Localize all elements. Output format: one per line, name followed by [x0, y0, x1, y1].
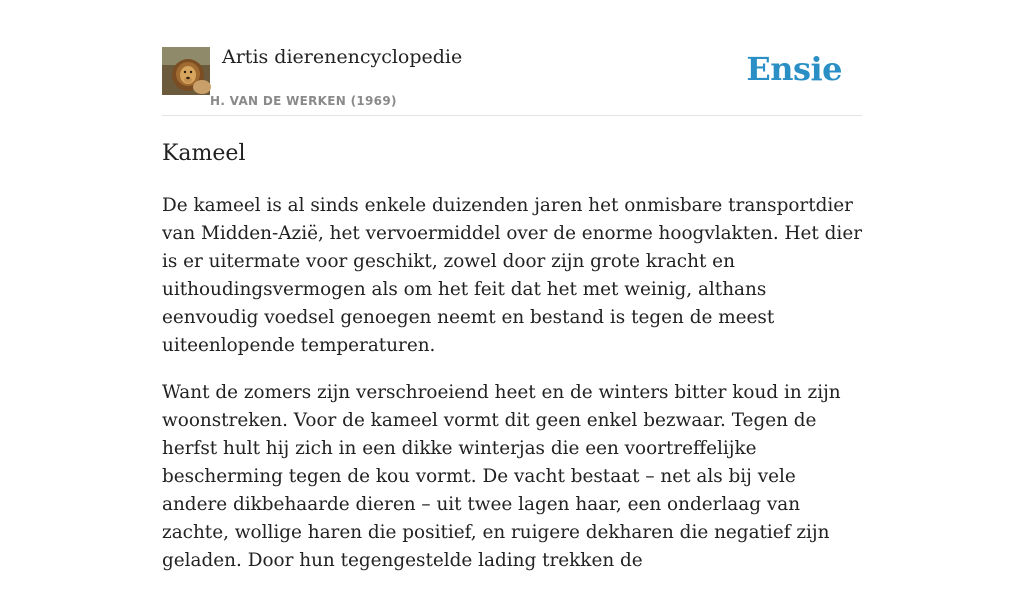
lion-avatar-icon[interactable]: [162, 47, 210, 95]
article-paragraph: Want de zomers zijn verschroeiend heet en de winters bitter koud in zijn woonstreken. Voor de kameel vormt dit geen enkel bezwaar. Tegen de herfst hult hij zich in een dikke winterjas die een voortreffelijke bescherming tegen de kou vormt. De vacht bestaat – net als bij vele andere dikbehaarde dieren – uit twee lagen haar, een onderlaag van zachte, wollige haren die positief, en ruigere dekharen die negatief zijn geladen. Door hun tegengestelde lading trekken de: [162, 382, 841, 571]
article-body: [162, 192, 862, 594]
article-title: Kameel: [162, 141, 246, 166]
book-title[interactable]: Artis dierenencyclopedie: [222, 46, 463, 68]
header: [162, 40, 862, 116]
author-credit: H. VAN DE WERKEN (1969): [210, 94, 397, 108]
brand-logo[interactable]: Ensie: [746, 50, 842, 88]
article-paragraph: De kameel is al sinds enkele duizenden jaren het onmisbare transportdier van Midden-Azië, het vervoermiddel over de enorme hoogvlakten. Het dier is er uitermate voor geschikt, zowel door zijn grote kracht en uithoudingsvermogen als om het feit dat het met weinig, althans eenvoudig voedsel genoegen neemt en bestand is tegen de meest uiteenlopende temperaturen.: [162, 195, 862, 356]
